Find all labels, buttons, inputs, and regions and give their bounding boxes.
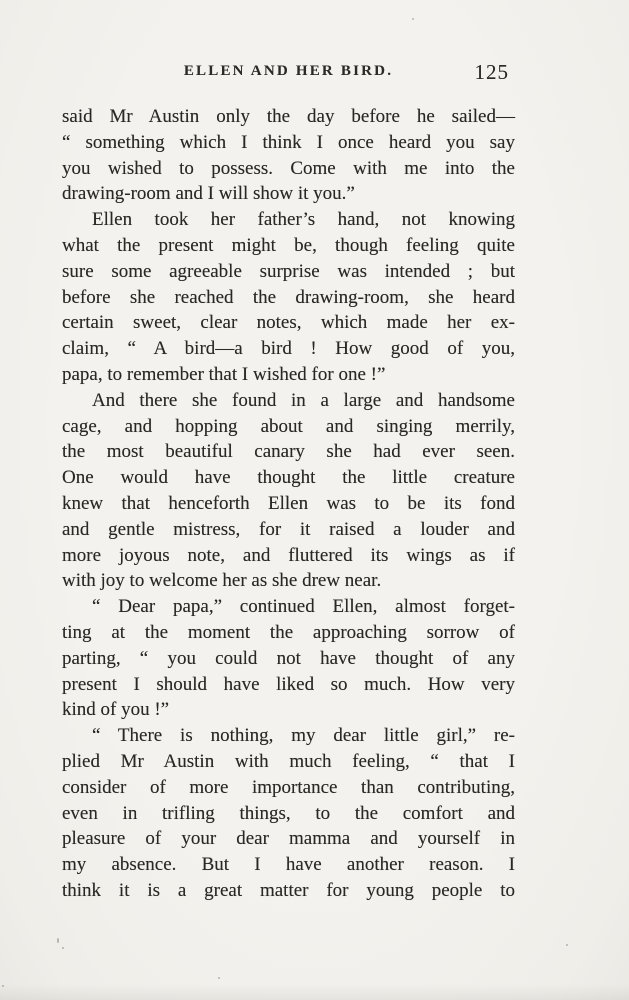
text-line: present I should have liked so much. How very xyxy=(62,673,515,695)
text-line: ting at the moment the approaching sorrow of xyxy=(62,621,515,643)
text-line: said Mr Austin only the day before he sailed— xyxy=(62,106,515,127)
text-line: plied Mr Austin with much feeling, “ that I xyxy=(62,750,515,772)
text-line: “ something which I think I once heard you say xyxy=(62,131,515,153)
scan-speck xyxy=(2,985,4,987)
text-line: parting, “ you could not have thought of any xyxy=(62,647,515,669)
text-line: think it is a great matter for young people to xyxy=(62,879,515,901)
text-line: drawing-room and I will show it you.” xyxy=(62,183,355,205)
text-line: more joyous note, and fluttered its wings as if xyxy=(62,544,515,566)
text-line: even in trifling things, to the comfort and xyxy=(62,802,515,824)
text-line: Ellen took her father’s hand, not knowing xyxy=(92,209,515,231)
text-line: And there she found in a large and handsome xyxy=(92,389,515,411)
text-line: cage, and hopping about and singing merrily, xyxy=(62,415,515,437)
scan-speck xyxy=(412,18,414,20)
text-line: my absence. But I have another reason. I xyxy=(62,854,515,876)
text-line: and gentle mistress, for it raised a louder and xyxy=(62,518,515,540)
text-line: kind of you !” xyxy=(62,699,170,721)
text-line: “ Dear papa,” continued Ellen, almost forget- xyxy=(92,596,515,618)
text-line: the most beautiful canary she had ever seen. xyxy=(62,441,515,463)
text-line: what the present might be, though feeling quite xyxy=(62,234,515,256)
text-line: knew that henceforth Ellen was to be its fond xyxy=(62,492,515,514)
scan-speck xyxy=(566,944,568,946)
scan-speck xyxy=(62,947,64,949)
text-line: consider of more importance than contributing, xyxy=(62,776,515,798)
text-line: certain sweet, clear notes, which made her ex- xyxy=(62,312,515,334)
text-line: pleasure of your dear mamma and yourself in xyxy=(62,828,515,850)
text-line: sure some agreeable surprise was intended ; but xyxy=(62,260,515,282)
text-line: you wished to possess. Come with me into the xyxy=(62,157,515,179)
text-line: claim, “ A bird—a bird ! How good of you, xyxy=(62,338,515,360)
text-line: before she reached the drawing-room, she heard xyxy=(62,286,515,308)
page-body xyxy=(62,104,515,904)
text-line: “ There is nothing, my dear little girl,” re- xyxy=(92,725,515,747)
text-line: papa, to remember that I wished for one !” xyxy=(62,363,386,385)
text-line: One would have thought the little creature xyxy=(62,467,515,489)
scan-speck xyxy=(57,938,59,943)
running-header xyxy=(62,60,515,87)
scan-speck xyxy=(218,977,220,979)
page-number: 125 xyxy=(474,60,509,84)
text-line: with joy to welcome her as she drew near. xyxy=(62,570,382,592)
running-header-title: ELLEN AND HER BIRD. xyxy=(183,63,394,79)
